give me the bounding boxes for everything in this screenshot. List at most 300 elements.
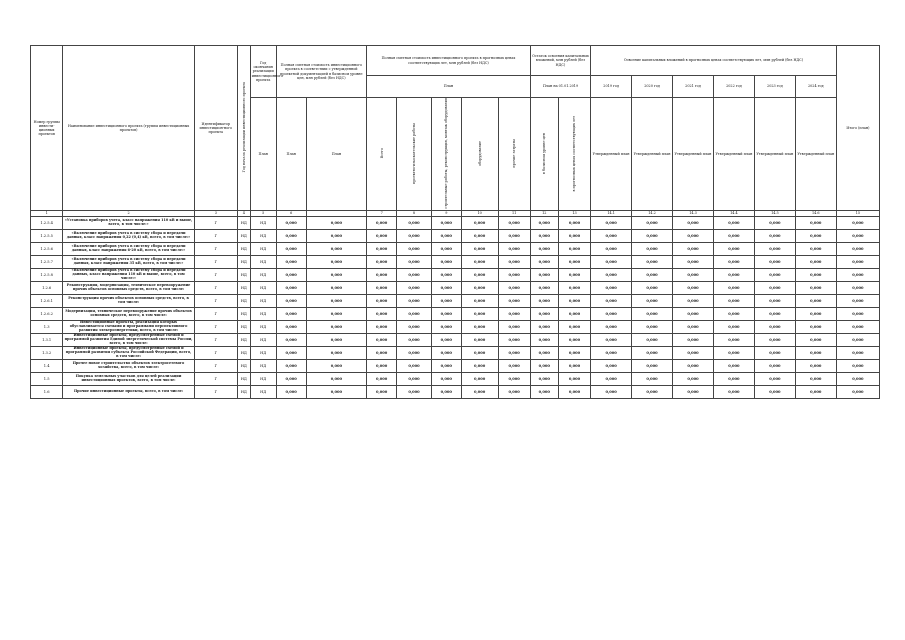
row-end-year: НД: [250, 346, 276, 359]
row-number: 1.3: [31, 320, 63, 333]
row-project-name: Инвестиционные проекты, предусмотренные схемой и программой развития субъекта Российской Федерации, всего, в том числе:: [63, 346, 194, 359]
row-value: 0,000: [795, 281, 836, 294]
row-value: 0,000: [276, 320, 306, 333]
column-number: 15: [836, 210, 879, 216]
col-header-sub2: строительные работы, реконструкция, монтаж оборудования: [431, 98, 461, 211]
row-value: 0,000: [276, 294, 306, 307]
row-value: 0,000: [530, 346, 558, 359]
row-number: 1.5: [31, 372, 63, 385]
row-value: 0,000: [530, 320, 558, 333]
row-value: 0,000: [836, 294, 879, 307]
row-value: 0,000: [431, 216, 461, 229]
col-header-remaining: Остаток освоения капитальных вложений, млн рублей (без НДС): [530, 46, 590, 76]
row-project-name: Инвестиционные проекты, предусмотренные схемой и программой развития Единой энергетической системы России, всего, в том числе:: [64, 332, 193, 345]
row-value: 0,000: [795, 372, 836, 385]
row-value: 0,000: [367, 268, 397, 281]
row-value: 0,000: [276, 242, 306, 255]
row-project-name: Прочие инвестиционные проекты, всего, в том числе:: [63, 385, 194, 398]
row-value: 0,000: [431, 229, 461, 242]
row-value: 0,000: [397, 372, 431, 385]
row-value: 0,000: [591, 229, 632, 242]
row-value: 0,000: [397, 385, 431, 398]
table-row: [31, 268, 880, 281]
col-header-base-plan-2: План: [306, 98, 366, 211]
row-value: 0,000: [498, 242, 530, 255]
row-end-year: НД: [250, 372, 276, 385]
table-row: [31, 333, 880, 346]
col-header-approved-1: Утвержденный план: [591, 98, 632, 211]
row-value: 0,000: [461, 359, 498, 372]
row-value: 0,000: [754, 242, 795, 255]
row-value: 0,000: [632, 229, 673, 242]
row-value: 0,000: [461, 333, 498, 346]
row-number: 1.2.5.7: [31, 255, 63, 268]
row-value: 0,000: [836, 320, 879, 333]
row-value: 0,000: [461, 294, 498, 307]
row-value: 0,000: [431, 372, 461, 385]
col-header-sub4: прочие затраты: [498, 98, 530, 211]
row-value: 0,000: [558, 346, 590, 359]
row-value: 0,000: [673, 255, 714, 268]
row-value: 0,000: [306, 346, 366, 359]
row-project-id: Г: [194, 346, 237, 359]
row-number: 1.4: [31, 359, 63, 372]
row-value: 0,000: [530, 294, 558, 307]
row-value: 0,000: [713, 385, 754, 398]
row-number: 1.2.5.5: [31, 229, 63, 242]
row-value: 0,000: [795, 268, 836, 281]
row-value: 0,000: [754, 216, 795, 229]
table-row: [31, 216, 880, 229]
row-value: 0,000: [754, 307, 795, 320]
row-value: 0,000: [632, 216, 673, 229]
table-row: [31, 281, 880, 294]
row-value: 0,000: [367, 372, 397, 385]
table-row: [31, 385, 880, 398]
row-start-year: НД: [237, 281, 250, 294]
row-end-year: НД: [250, 359, 276, 372]
row-value: 0,000: [558, 242, 590, 255]
row-value: 0,000: [530, 242, 558, 255]
row-value: 0,000: [276, 268, 306, 281]
row-start-year: НД: [237, 268, 250, 281]
row-start-year: НД: [237, 294, 250, 307]
row-value: 0,000: [498, 307, 530, 320]
row-value: 0,000: [558, 281, 590, 294]
row-value: 0,000: [713, 216, 754, 229]
row-value: 0,000: [713, 281, 754, 294]
row-value: 0,000: [367, 216, 397, 229]
row-value: 0,000: [306, 255, 366, 268]
col-header-sub6: в прогнозных ценах соответствующих лет: [558, 98, 590, 211]
row-value: 0,000: [498, 268, 530, 281]
row-value: 0,000: [836, 333, 879, 346]
row-project-id: Г: [194, 229, 237, 242]
row-value: 0,000: [461, 216, 498, 229]
row-value: 0,000: [836, 307, 879, 320]
row-value: 0,000: [673, 268, 714, 281]
row-value: 0,000: [836, 385, 879, 398]
row-start-year: НД: [237, 320, 250, 333]
row-value: 0,000: [754, 385, 795, 398]
column-number: 5: [250, 210, 276, 216]
row-value: 0,000: [367, 359, 397, 372]
row-project-name: Реконструкция, модернизация, техническое перевооружение прочих объектов основных средств, всего, в том числе:: [63, 281, 194, 294]
table-row: [31, 307, 880, 320]
row-value: 0,000: [276, 385, 306, 398]
row-end-year: НД: [250, 385, 276, 398]
row-value: 0,000: [632, 281, 673, 294]
row-value: 0,000: [431, 333, 461, 346]
row-value: 0,000: [461, 346, 498, 359]
row-value: 0,000: [591, 385, 632, 398]
column-number: 3: [194, 210, 237, 216]
col-header-start-year: Год начала реализации инвестиционного проекта: [237, 46, 250, 211]
row-project-id: Г: [194, 333, 237, 346]
column-number: 13: [558, 210, 590, 216]
row-value: 0,000: [461, 307, 498, 320]
row-value: 0,000: [673, 385, 714, 398]
col-header-group-number: Номер группы инвести-ционных проектов: [31, 46, 63, 211]
col-header-year-6: 2024 год: [795, 76, 836, 98]
column-number: 6: [276, 210, 306, 216]
row-project-id: Г: [194, 268, 237, 281]
col-header-sub1: проектно-изыскательские работы: [397, 98, 431, 211]
col-header-year-2: 2020 год: [632, 76, 673, 98]
row-value: 0,000: [431, 359, 461, 372]
row-value: 0,000: [276, 333, 306, 346]
row-number: 1.2.6.2: [31, 307, 63, 320]
row-value: 0,000: [431, 268, 461, 281]
row-value: 0,000: [754, 372, 795, 385]
row-value: 0,000: [836, 268, 879, 281]
row-number: 1.6: [31, 385, 63, 398]
row-project-name: Прочее новое строительство объектов электросетевого хозяйства, всего, в том числе:: [63, 359, 194, 372]
row-value: 0,000: [795, 294, 836, 307]
row-value: 0,000: [498, 372, 530, 385]
row-value: 0,000: [530, 372, 558, 385]
row-value: 0,000: [673, 346, 714, 359]
row-value: 0,000: [713, 294, 754, 307]
row-value: 0,000: [632, 372, 673, 385]
row-value: 0,000: [754, 320, 795, 333]
row-value: 0,000: [397, 333, 431, 346]
row-value: 0,000: [591, 307, 632, 320]
col-header-total: Всего: [367, 98, 397, 211]
table-row: [31, 294, 880, 307]
row-value: 0,000: [397, 242, 431, 255]
table-row: [31, 242, 880, 255]
row-value: 0,000: [558, 372, 590, 385]
row-value: 0,000: [673, 333, 714, 346]
row-number: 1.2.5.4: [31, 216, 63, 229]
row-value: 0,000: [591, 255, 632, 268]
row-value: 0,000: [498, 333, 530, 346]
row-end-year: НД: [250, 268, 276, 281]
col-header-project-name: Наименование инвестиционного проекта (группы инвестиционных проектов): [63, 46, 194, 211]
row-end-year: НД: [250, 294, 276, 307]
col-header-forecast-cost: Полная сметная стоимость инвестиционного проекта в прогнозных ценах соответствующих лет, млн рублей (без НДС): [367, 46, 531, 76]
row-value: 0,000: [461, 268, 498, 281]
col-header-year-3: 2021 год: [673, 76, 714, 98]
table-row: [31, 320, 880, 333]
row-value: 0,000: [836, 229, 879, 242]
row-value: 0,000: [530, 385, 558, 398]
row-end-year: НД: [250, 216, 276, 229]
row-value: 0,000: [397, 268, 431, 281]
row-value: 0,000: [397, 294, 431, 307]
row-project-name: «Включение приборов учета в систему сбора и передачи данных, класс напряжения 110 кВ и выше, всего, в том числе:»: [63, 268, 194, 281]
row-value: 0,000: [367, 320, 397, 333]
row-value: 0,000: [632, 242, 673, 255]
column-number: 1: [31, 210, 63, 216]
row-value: 0,000: [276, 216, 306, 229]
row-value: 0,000: [367, 229, 397, 242]
row-end-year: НД: [250, 229, 276, 242]
row-value: 0,000: [558, 333, 590, 346]
row-value: 0,000: [461, 229, 498, 242]
row-value: 0,000: [306, 307, 366, 320]
row-value: 0,000: [530, 255, 558, 268]
row-value: 0,000: [754, 281, 795, 294]
row-value: 0,000: [836, 216, 879, 229]
row-value: 0,000: [591, 359, 632, 372]
row-value: 0,000: [306, 385, 366, 398]
row-end-year: НД: [250, 281, 276, 294]
row-value: 0,000: [673, 216, 714, 229]
row-end-year: НД: [250, 307, 276, 320]
row-value: 0,000: [431, 307, 461, 320]
column-number: 8: [397, 210, 431, 216]
row-value: 0,000: [306, 281, 366, 294]
row-value: 0,000: [431, 320, 461, 333]
row-value: 0,000: [591, 294, 632, 307]
row-value: 0,000: [397, 255, 431, 268]
column-number: 14.2: [632, 210, 673, 216]
column-number: 11: [498, 210, 530, 216]
row-value: 0,000: [713, 229, 754, 242]
row-end-year: НД: [250, 255, 276, 268]
row-value: 0,000: [836, 372, 879, 385]
row-value: 0,000: [754, 346, 795, 359]
row-value: 0,000: [530, 216, 558, 229]
row-value: 0,000: [836, 359, 879, 372]
column-number: 14.6: [795, 210, 836, 216]
row-value: 0,000: [530, 281, 558, 294]
row-value: 0,000: [713, 307, 754, 320]
row-value: 0,000: [367, 281, 397, 294]
row-value: 0,000: [754, 359, 795, 372]
row-value: 0,000: [530, 229, 558, 242]
col-header-approved-4: Утвержденный план: [713, 98, 754, 211]
row-value: 0,000: [713, 268, 754, 281]
row-value: 0,000: [673, 281, 714, 294]
row-value: 0,000: [836, 242, 879, 255]
row-value: 0,000: [461, 242, 498, 255]
row-value: 0,000: [795, 346, 836, 359]
row-number: 1.2.5.6: [31, 242, 63, 255]
row-value: 0,000: [431, 242, 461, 255]
row-value: 0,000: [713, 359, 754, 372]
row-value: 0,000: [673, 320, 714, 333]
col-header-base-plan: План: [276, 98, 306, 211]
row-value: 0,000: [795, 333, 836, 346]
row-value: 0,000: [367, 333, 397, 346]
row-value: 0,000: [558, 255, 590, 268]
row-start-year: НД: [237, 333, 250, 346]
row-number: 1.2.5.8: [31, 268, 63, 281]
row-value: 0,000: [558, 294, 590, 307]
column-number: 10: [461, 210, 498, 216]
row-value: 0,000: [632, 359, 673, 372]
col-header-approved-3: Утвержденный план: [673, 98, 714, 211]
column-number: 9: [431, 210, 461, 216]
col-header-end-year: Год окончания реализации инвестиционного проекта: [250, 46, 276, 98]
row-value: 0,000: [306, 320, 366, 333]
col-header-year-4: 2022 год: [713, 76, 754, 98]
row-value: 0,000: [558, 307, 590, 320]
col-header-year-5: 2023 год: [754, 76, 795, 98]
table-body: [31, 216, 880, 398]
row-start-year: НД: [237, 385, 250, 398]
row-value: 0,000: [673, 294, 714, 307]
row-value: 0,000: [498, 359, 530, 372]
row-value: 0,000: [498, 229, 530, 242]
row-value: 0,000: [558, 229, 590, 242]
row-value: 0,000: [558, 268, 590, 281]
row-value: 0,000: [795, 385, 836, 398]
row-start-year: НД: [237, 346, 250, 359]
row-number: 1.3.2: [31, 346, 63, 359]
row-value: 0,000: [836, 255, 879, 268]
row-value: 0,000: [431, 255, 461, 268]
row-project-name: Покупка земельных участков для целей реализации инвестиционных проектов, всего, в том числе:: [63, 372, 194, 385]
row-project-id: Г: [194, 385, 237, 398]
row-value: 0,000: [397, 229, 431, 242]
row-value: 0,000: [276, 359, 306, 372]
row-start-year: НД: [237, 255, 250, 268]
column-number: 12: [530, 210, 558, 216]
row-value: 0,000: [431, 294, 461, 307]
row-end-year: НД: [250, 333, 276, 346]
col-header-sub5: в базисном уровне цен: [530, 98, 558, 211]
row-value: 0,000: [306, 242, 366, 255]
row-value: 0,000: [431, 346, 461, 359]
row-end-year: НД: [250, 320, 276, 333]
row-value: 0,000: [795, 242, 836, 255]
row-start-year: НД: [237, 216, 250, 229]
row-value: 0,000: [397, 320, 431, 333]
row-value: 0,000: [461, 281, 498, 294]
row-value: 0,000: [713, 372, 754, 385]
row-project-id: Г: [194, 372, 237, 385]
row-value: 0,000: [591, 372, 632, 385]
row-project-id: Г: [194, 359, 237, 372]
column-number: 2: [63, 210, 194, 216]
table-row: [31, 346, 880, 359]
row-value: 0,000: [795, 255, 836, 268]
row-value: 0,000: [530, 333, 558, 346]
col-header-sub3: оборудование: [461, 98, 498, 211]
row-project-name: Модернизация, техническое перевооружение прочих объектов основных средств, всего, в том числе:: [63, 307, 194, 320]
row-value: 0,000: [367, 294, 397, 307]
row-value: 0,000: [397, 307, 431, 320]
row-project-name: Инвестиционные проекты, реализация которых обуславливается схемами и программами перспективного развития электроэнергетики, всего, в том числе:: [63, 320, 194, 333]
row-value: 0,000: [558, 216, 590, 229]
col-header-capex: Освоение капитальных вложений в прогнозных ценах соответствующих лет, млн рублей (без НДС): [591, 46, 837, 76]
row-value: 0,000: [367, 242, 397, 255]
row-value: 0,000: [276, 346, 306, 359]
row-value: 0,000: [306, 229, 366, 242]
row-value: 0,000: [558, 385, 590, 398]
col-header-project-id: Идентификатор инвестицион-ного проекта: [194, 46, 237, 211]
row-value: 0,000: [498, 320, 530, 333]
row-value: 0,000: [276, 372, 306, 385]
table-row: [31, 255, 880, 268]
row-project-id: Г: [194, 307, 237, 320]
row-end-year: НД: [250, 242, 276, 255]
row-project-id: Г: [194, 281, 237, 294]
row-start-year: НД: [237, 359, 250, 372]
row-value: 0,000: [591, 320, 632, 333]
row-value: 0,000: [498, 255, 530, 268]
row-value: 0,000: [530, 307, 558, 320]
row-value: 0,000: [558, 320, 590, 333]
investment-table-sheet: [30, 45, 880, 399]
investment-table: [30, 45, 880, 399]
col-header-approved-2: Утвержденный план: [632, 98, 673, 211]
row-value: 0,000: [632, 268, 673, 281]
row-number: 1.2.6: [31, 281, 63, 294]
row-start-year: НД: [237, 242, 250, 255]
column-number: 7: [367, 210, 397, 216]
row-number: 1.2.6.1: [31, 294, 63, 307]
row-value: 0,000: [632, 385, 673, 398]
row-value: 0,000: [276, 255, 306, 268]
row-value: 0,000: [397, 346, 431, 359]
row-value: 0,000: [713, 320, 754, 333]
row-start-year: НД: [237, 229, 250, 242]
col-header-base-cost: Полная сметная стоимость инвестиционного проекта в соответствии с утвержденной проектной документацией в базисном уровне цен, млн рублей (без НДС): [276, 46, 366, 98]
row-value: 0,000: [397, 216, 431, 229]
row-value: 0,000: [795, 229, 836, 242]
row-value: 0,000: [367, 307, 397, 320]
row-value: 0,000: [754, 255, 795, 268]
row-project-id: Г: [194, 320, 237, 333]
row-value: 0,000: [431, 385, 461, 398]
row-value: 0,000: [673, 242, 714, 255]
col-header-year-1: 2019 год: [591, 76, 632, 98]
row-value: 0,000: [306, 372, 366, 385]
table-row: [31, 372, 880, 385]
row-value: 0,000: [367, 346, 397, 359]
row-value: 0,000: [276, 307, 306, 320]
row-value: 0,000: [530, 359, 558, 372]
row-project-name: «Включение приборов учета в систему сбора и передачи данных, класс напряжения 35 кВ, всего, в том числе:»: [63, 255, 194, 268]
col-header-plan-group: План: [367, 76, 531, 98]
row-value: 0,000: [498, 294, 530, 307]
table-row: [31, 229, 880, 242]
row-value: 0,000: [461, 320, 498, 333]
col-header-approved-5: Утвержденный план: [754, 98, 795, 211]
row-value: 0,000: [461, 372, 498, 385]
row-value: 0,000: [461, 385, 498, 398]
row-value: 0,000: [306, 294, 366, 307]
row-value: 0,000: [306, 359, 366, 372]
row-value: 0,000: [530, 268, 558, 281]
col-header-end-plan: План: [250, 98, 276, 211]
row-project-name: «Включение приборов учета в систему сбора и передачи данных, класс напряжения 6-20 кВ, всего, в том числе:»: [63, 242, 194, 255]
